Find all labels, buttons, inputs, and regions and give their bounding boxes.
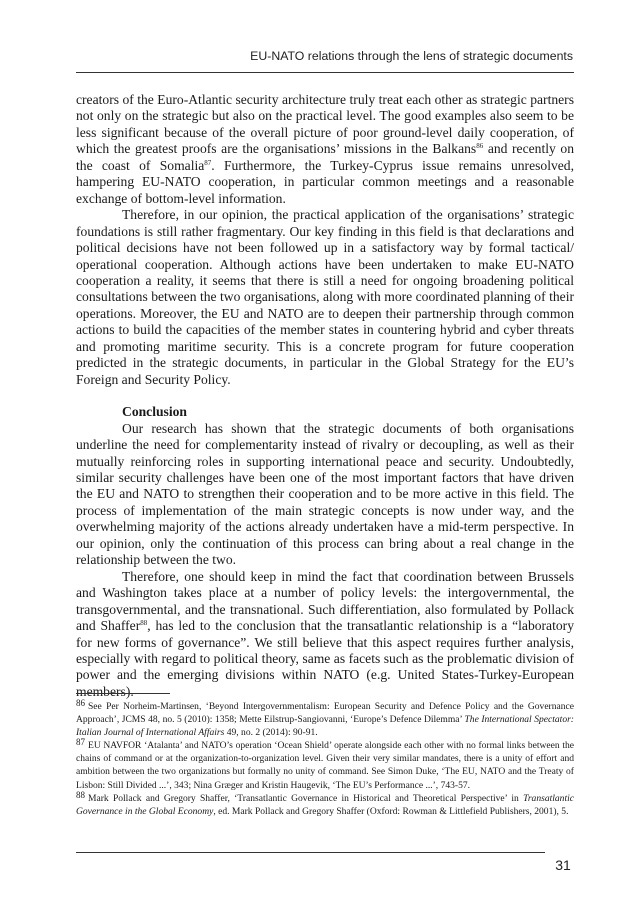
footnote-86: [76, 700, 574, 739]
paragraph-1: [76, 92, 574, 207]
footnote-number: 88: [76, 789, 85, 800]
paragraph-4: [76, 569, 574, 701]
header-rule: [76, 72, 574, 73]
paragraph-4-text-a: Therefore, one should keep in mind the fact that coordination between Brussels and Washington takes place at a number of policy levels: the intergovernmental, the transgovernmental, and the transnational. Such differentiation, also formulated by Pollack and Shaffer: [76, 568, 574, 634]
running-header: EU-NATO relations through the lens of strategic documents: [250, 49, 573, 63]
paragraph-1-text-a: creators of the Euro-Atlantic security architecture truly treat each other as strategic partners not only on the strategic but also on the practical level. The good examples also seem to be less significant because of the overall picture of poor ground-level daily cooperation, of which the greatest proofs are the organisations’ missions in the Balkans: [76, 92, 574, 157]
paragraph-1-text-c: . Furthermore, the Turkey-Cyprus issue remains unresolved, hampering EU-NATO cooperation, in particular common meetings and a reasonable exchange of bottom-level information.: [76, 157, 574, 206]
footnote-ref-87[interactable]: 87: [204, 158, 212, 167]
footnote-book-title: Transatlantic Governance in the Global Economy: [76, 792, 574, 817]
footnote-number: 87: [76, 737, 85, 748]
footnote-separator: [76, 693, 170, 694]
footnote-87: [76, 739, 574, 791]
page-number: 31: [555, 857, 571, 873]
paragraph-1-text-b: and recently on the coast of Somalia: [76, 141, 574, 173]
footer-rule: [76, 852, 545, 853]
paragraph-2: Therefore, in our opinion, the practical application of the organisations’ strategic foundations is still rather fragmentary. Our key finding in this field is that declarations and political decisions have not been followed up in a satisfactory way by formal tactical/ operational cooperation. Although actions have been undertaken to make EU-NATO cooperation a reality, it seems that there is still a need for ongoing broadening political consultations between the two organisations, along with more coordinated planning of their operations. Moreover, the EU and NATO are to deepen their partnership through common actions to build the capacities of the member states in countering hybrid and cyber threats and promoting maritime security. This is a concrete program for future cooperation predicted in the strategic documents, in particular in the Global Strategy for the EU’s Foreign and Security Policy.: [76, 207, 574, 387]
paragraph-4-text-b: , has led to the conclusion that the transatlantic relationship is a “laboratory for new forms of governance”. We still believe that this aspect requires further analysis, especially with regard to political theory, same as facets such as the problematic division of power and the emerging divisions within NATO (e.g. United States-Turkey-European members).: [76, 618, 574, 699]
conclusion-heading: Conclusion: [122, 404, 187, 420]
main-text: [76, 92, 574, 700]
footnotes: [76, 700, 574, 818]
footnote-88: [76, 789, 574, 818]
footnote-journal-title: The International Spectator: Italian Journal of International Affairs: [76, 714, 574, 739]
footnote-number: 86: [76, 698, 85, 708]
footnote-ref-88[interactable]: 88: [140, 619, 148, 628]
footnote-text: See Per Norheim-Martinsen, ‘Beyond Intergovernmentalism: European Security and Defence Policy and the Governance Approach’, JCMS 48, no. 5 (2010): 1358; Mette Eilstrup-Sangiovanni, ‘Europe’s Defence Dilemma’: [76, 701, 574, 726]
footnote-ref-86[interactable]: 86: [476, 142, 484, 151]
footnote-text: 49, no. 2 (2014): 90-91.: [224, 727, 318, 739]
footnote-text: Mark Pollack and Gregory Shaffer, ‘Transatlantic Governance in Historical and Theoretical Perspective’ in: [88, 792, 524, 804]
paragraph-3: Our research has shown that the strategic documents of both organisations underline the need for complementarity instead of rivalry or decoupling, as well as their mutually reinforcing roles in supporting international peace and security. Undoubtedly, similar security challenges have been one of the most important factors that have driven the EU and NATO to strengthen their cooperation and to be more active in this field. The process of implementation of the main strategic concepts is now under way, and the overwhelming majority of the actions already undertaken have a mid-term perspective. In our opinion, only the continuation of this process can bring about a real change in the relationship between the two.: [76, 420, 574, 568]
footnote-text: EU NAVFOR ‘Atalanta’ and NATO’s operation ‘Ocean Shield’ operate alongside each other with no formal links between the chains of command or at the organization-to-organization level. Given their very similar mandates, there is a unity of effort and ambition between the two organizations but formally no unity of command. See Simon Duke, ‘The EU, NATO and the Treaty of Lisbon: Still Divided ...’, 343; Nina Græger and Kristin Haugevik, ‘The EU’s Performance ...’, 743-57.: [76, 740, 574, 791]
footnote-text: , ed. Mark Pollack and Gregory Shaffer (Oxford: Rowman & Littlefield Publishers, 2001), 5.: [213, 805, 569, 817]
